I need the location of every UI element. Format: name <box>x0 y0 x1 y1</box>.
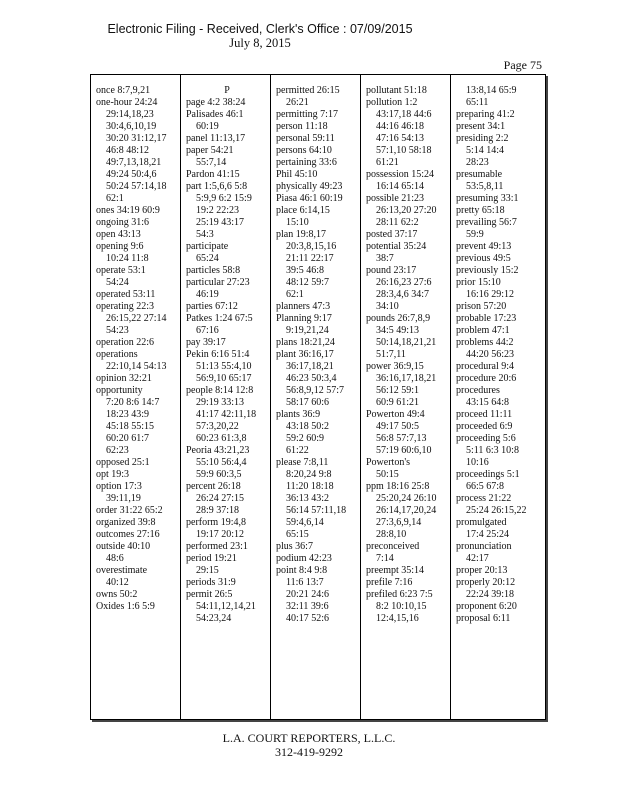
index-entry: operate 53:1 <box>96 265 146 276</box>
index-entry: parties 67:12 <box>186 301 238 312</box>
index-entry: 5:11 6:3 10:8 <box>466 445 519 456</box>
index-entry: pollutant 51:18 <box>366 85 427 96</box>
index-entry: opening 9:6 <box>96 241 144 252</box>
filing-stamp-text: Electronic Filing - Received, Clerk's Office : 07/09/2015 <box>107 22 413 36</box>
index-entry: 50:14,18,21,21 <box>376 337 437 348</box>
index-entry: problem 47:1 <box>456 325 510 336</box>
index-entry: 38:7 <box>376 253 394 264</box>
index-entry: 36:17,18,21 <box>286 361 334 372</box>
index-entry: podium 42:23 <box>276 553 332 564</box>
index-entry: 51:7,11 <box>376 349 406 360</box>
index-entry: 7:20 8:6 14:7 <box>106 397 160 408</box>
index-entry: outcomes 27:16 <box>96 529 160 540</box>
index-entry: participate <box>186 241 229 252</box>
index-entry: 62:23 <box>106 445 129 456</box>
index-entry: proper 20:13 <box>456 565 508 576</box>
index-entry: permitted 26:15 <box>276 85 340 96</box>
index-entry: 40:12 <box>106 577 129 588</box>
index-entry: Palisades 46:1 <box>186 109 244 120</box>
index-entry: 29:19 33:13 <box>196 397 245 408</box>
index-entry: plant 36:16,17 <box>276 349 334 360</box>
index-entry: prior 15:10 <box>456 277 501 288</box>
index-entry: 28:3,4,6 34:7 <box>376 289 430 300</box>
index-entry: 56:9,10 65:17 <box>196 373 252 384</box>
index-entry: pound 23:17 <box>366 265 417 276</box>
index-entry: operations <box>96 349 138 360</box>
index-entry: 67:16 <box>196 325 219 336</box>
index-entry: 30:4,6,10,19 <box>106 121 157 132</box>
index-entry: opportunity <box>96 385 143 396</box>
index-entry: proposal 6:11 <box>456 613 511 624</box>
index-entry: 18:23 43:9 <box>106 409 150 420</box>
index-entry: 26:15,22 27:14 <box>106 313 167 324</box>
index-entry: 59:9 <box>466 229 484 240</box>
index-entry: Phil 45:10 <box>276 169 318 180</box>
index-entry: 60:23 61:3,8 <box>196 433 247 444</box>
index-entry: perform 19:4,8 <box>186 517 246 528</box>
index-entry: proponent 6:20 <box>456 601 517 612</box>
index-entry: opt 19:3 <box>96 469 130 480</box>
index-entry: 57:19 60:6,10 <box>376 445 432 456</box>
index-entry: presiding 2:2 <box>456 133 509 144</box>
index-entry: 43:15 64:8 <box>466 397 510 408</box>
index-entry: 25:24 26:15,22 <box>466 505 527 516</box>
index-entry: process 21:22 <box>456 493 512 504</box>
index-column-1 <box>91 75 181 719</box>
index-entry: 26:13,20 27:20 <box>376 205 437 216</box>
index-entry: 12:4,15,16 <box>376 613 419 624</box>
index-entry: planners 47:3 <box>276 301 331 312</box>
index-entry: P <box>224 85 230 96</box>
index-entry: 20:21 24:6 <box>286 589 330 600</box>
index-entry: proceeded 6:9 <box>456 421 513 432</box>
index-entry: presuming 33:1 <box>456 193 519 204</box>
index-entry: Powerton's <box>366 457 411 468</box>
index-entry: 32:11 39:6 <box>286 601 329 612</box>
index-entry: probable 17:23 <box>456 313 517 324</box>
index-entry: proceed 11:11 <box>456 409 513 420</box>
index-entry: 62:1 <box>106 193 124 204</box>
index-entry: 65:11 <box>466 97 489 108</box>
index-entry: persons 64:10 <box>276 145 332 156</box>
index-entry: 17:4 25:24 <box>466 529 510 540</box>
index-entry: 10:24 11:8 <box>106 253 149 264</box>
index-entry: 26:16,23 27:6 <box>376 277 432 288</box>
index-entry: Pekin 6:16 51:4 <box>186 349 250 360</box>
index-entry: previous 49:5 <box>456 253 511 264</box>
index-entry: procedures <box>456 385 500 396</box>
index-entry: 43:18 50:2 <box>286 421 330 432</box>
index-entry: preconceived <box>366 541 420 552</box>
index-entry: 5:14 14:4 <box>466 145 505 156</box>
index-entry: 57:1,10 58:18 <box>376 145 432 156</box>
index-entry: proceedings 5:1 <box>456 469 520 480</box>
index-entry: 54:23 <box>106 325 129 336</box>
index-entry: page 4:2 38:24 <box>186 97 246 108</box>
index-entry: plants 36:9 <box>276 409 321 420</box>
index-entry: performed 23:1 <box>186 541 248 552</box>
index-entry: 56:12 59:1 <box>376 385 420 396</box>
index-column-3 <box>271 75 361 719</box>
index-entry: 28:8,10 <box>376 529 407 540</box>
index-entry: 5:9,9 6:2 15:9 <box>196 193 252 204</box>
index-entry: 28:9 37:18 <box>196 505 240 516</box>
index-entry: 15:10 <box>286 217 309 228</box>
index-entry: 42:17 <box>466 553 489 564</box>
index-entry: Patkes 1:24 67:5 <box>186 313 253 324</box>
index-entry: prison 57:20 <box>456 301 507 312</box>
court-reporter-phone: 312-419-9292 <box>275 745 343 759</box>
index-entry: 48:6 <box>106 553 124 564</box>
index-entry: 10:16 <box>466 457 489 468</box>
index-entry: 46:8 48:12 <box>106 145 150 156</box>
index-entry: 61:21 <box>376 157 399 168</box>
index-entry: pollution 1:2 <box>366 97 418 108</box>
index-entry: 51:13 55:4,10 <box>196 361 252 372</box>
index-entry: pertaining 33:6 <box>276 157 337 168</box>
index-entry: person 11:18 <box>276 121 328 132</box>
index-entry: 22:24 39:18 <box>466 589 515 600</box>
index-entry: posted 37:17 <box>366 229 418 240</box>
index-entry: 60:9 61:21 <box>376 397 420 408</box>
index-entry: prefile 7:16 <box>366 577 413 588</box>
index-entry: 65:24 <box>196 253 219 264</box>
index-entry: previously 15:2 <box>456 265 519 276</box>
index-entry: 50:24 57:14,18 <box>106 181 167 192</box>
index-entry: particles 58:8 <box>186 265 241 276</box>
index-entry: 19:2 22:23 <box>196 205 240 216</box>
index-entry: Planning 9:17 <box>276 313 332 324</box>
index-entry: pretty 65:18 <box>456 205 505 216</box>
index-entry: 11:6 13:7 <box>286 577 324 588</box>
page-number: Page 75 <box>503 58 542 72</box>
index-entry: prevailing 56:7 <box>456 217 517 228</box>
index-entry: 50:15 <box>376 469 399 480</box>
index-table <box>90 74 546 720</box>
transcript-date: July 8, 2015 <box>229 36 291 50</box>
index-entry: 27:3,6,9,14 <box>376 517 422 528</box>
index-entry: 66:5 67:8 <box>466 481 505 492</box>
index-entry: 46:23 50:3,4 <box>286 373 337 384</box>
index-column-2 <box>181 75 271 719</box>
index-entry: plan 19:8,17 <box>276 229 326 240</box>
index-entry: 61:22 <box>286 445 309 456</box>
filing-stamp <box>0 22 520 50</box>
index-entry: 60:20 61:7 <box>106 433 150 444</box>
index-entry: permit 26:5 <box>186 589 233 600</box>
index-entry: 44:20 56:23 <box>466 349 515 360</box>
index-column-5 <box>451 75 545 719</box>
index-entry: personal 59:11 <box>276 133 335 144</box>
index-entry: promulgated <box>456 517 507 528</box>
index-entry: Oxides 1:6 5:9 <box>96 601 155 612</box>
index-entry: 45:18 55:15 <box>106 421 155 432</box>
index-entry: 34:10 <box>376 301 399 312</box>
index-entry: 22:10,14 54:13 <box>106 361 167 372</box>
index-entry: 59:4,6,14 <box>286 517 324 528</box>
index-entry: 56:8,9,12 57:7 <box>286 385 345 396</box>
index-entry: outside 40:10 <box>96 541 151 552</box>
index-entry: pronunciation <box>456 541 512 552</box>
index-entry: possible 21:23 <box>366 193 425 204</box>
index-entry: 59:2 60:9 <box>286 433 325 444</box>
index-entry: please 7:8,11 <box>276 457 329 468</box>
index-entry: 28:11 62:2 <box>376 217 419 228</box>
index-entry: 40:17 52:6 <box>286 613 330 624</box>
index-entry: 39:11,19 <box>106 493 141 504</box>
index-entry: 39:5 46:8 <box>286 265 325 276</box>
index-entry: periods 31:9 <box>186 577 236 588</box>
index-entry: 21:11 22:17 <box>286 253 334 264</box>
index-entry: present 34:1 <box>456 121 506 132</box>
index-entry: ppm 18:16 25:8 <box>366 481 430 492</box>
index-column-4 <box>361 75 451 719</box>
index-entry: preparing 41:2 <box>456 109 515 120</box>
index-entry: pounds 26:7,8,9 <box>366 313 431 324</box>
index-entry: permitting 7:17 <box>276 109 338 120</box>
index-entry: 62:1 <box>286 289 304 300</box>
index-entry: 54:3 <box>196 229 214 240</box>
index-entry: order 31:22 65:2 <box>96 505 163 516</box>
index-entry: prefiled 6:23 7:5 <box>366 589 433 600</box>
index-entry: presumable <box>456 169 503 180</box>
index-entry: 25:19 43:17 <box>196 217 245 228</box>
index-entry: prevent 49:13 <box>456 241 512 252</box>
index-entry: 26:21 <box>286 97 309 108</box>
index-entry: 49:24 50:4,6 <box>106 169 157 180</box>
index-entry: possession 15:24 <box>366 169 435 180</box>
index-entry: 57:3,20,22 <box>196 421 239 432</box>
index-entry: 13:8,14 65:9 <box>466 85 517 96</box>
index-entry: point 8:4 9:8 <box>276 565 328 576</box>
index-entry: 58:17 60:6 <box>286 397 330 408</box>
index-entry: plus 36:7 <box>276 541 313 552</box>
index-entry: open 43:13 <box>96 229 141 240</box>
index-entry: owns 50:2 <box>96 589 138 600</box>
index-entry: physically 49:23 <box>276 181 343 192</box>
index-entry: 16:16 29:12 <box>466 289 515 300</box>
footer <box>0 731 618 759</box>
index-entry: plans 18:21,24 <box>276 337 335 348</box>
index-entry: panel 11:13,17 <box>186 133 246 144</box>
index-entry: 11:20 18:18 <box>286 481 334 492</box>
index-entry: once 8:7,9,21 <box>96 85 151 96</box>
index-entry: power 36:9,15 <box>366 361 424 372</box>
index-entry: proceeding 5:6 <box>456 433 516 444</box>
index-entry: overestimate <box>96 565 148 576</box>
index-entry: ones 34:19 60:9 <box>96 205 160 216</box>
index-entry: 65:15 <box>286 529 309 540</box>
index-entry: 54:11,12,14,21 <box>196 601 256 612</box>
index-entry: properly 20:12 <box>456 577 516 588</box>
index-entry: opposed 25:1 <box>96 457 150 468</box>
index-entry: 53:5,8,11 <box>466 181 504 192</box>
index-entry: Peoria 43:21,23 <box>186 445 250 456</box>
index-entry: 19:17 20:12 <box>196 529 245 540</box>
index-entry: organized 39:8 <box>96 517 156 528</box>
index-entry: 49:7,13,18,21 <box>106 157 162 168</box>
index-entry: 20:3,8,15,16 <box>286 241 337 252</box>
index-entry: opinion 32:21 <box>96 373 152 384</box>
index-entry: potential 35:24 <box>366 241 427 252</box>
index-entry: percent 26:18 <box>186 481 241 492</box>
index-entry: part 1:5,6,6 5:8 <box>186 181 248 192</box>
index-entry: 54:23,24 <box>196 613 232 624</box>
index-entry: operated 53:11 <box>96 289 156 300</box>
index-entry: 48:12 59:7 <box>286 277 330 288</box>
index-entry: 36:16,17,18,21 <box>376 373 437 384</box>
index-entry: 25:20,24 26:10 <box>376 493 437 504</box>
index-entry: 59:9 60:3,5 <box>196 469 242 480</box>
index-entry: one-hour 24:24 <box>96 97 158 108</box>
index-entry: Piasa 46:1 60:19 <box>276 193 343 204</box>
index-entry: 8:20,24 9:8 <box>286 469 332 480</box>
index-entry: 29:15 <box>196 565 219 576</box>
index-entry: 28:23 <box>466 157 489 168</box>
index-entry: operating 22:3 <box>96 301 155 312</box>
index-entry: Powerton 49:4 <box>366 409 425 420</box>
index-entry: 41:17 42:11,18 <box>196 409 257 420</box>
index-entry: problems 44:2 <box>456 337 514 348</box>
index-entry: 60:19 <box>196 121 219 132</box>
index-entry: 56:8 57:7,13 <box>376 433 427 444</box>
index-entry: 55:7,14 <box>196 157 227 168</box>
index-entry: 30:20 31:12,17 <box>106 133 167 144</box>
index-entry: ongoing 31:6 <box>96 217 150 228</box>
index-entry: place 6:14,15 <box>276 205 330 216</box>
index-entry: 49:17 50:5 <box>376 421 420 432</box>
index-entry: operation 22:6 <box>96 337 155 348</box>
index-entry: 54:24 <box>106 277 129 288</box>
index-entry: 44:16 46:18 <box>376 121 425 132</box>
index-entry: procedure 20:6 <box>456 373 517 384</box>
index-entry: Pardon 41:15 <box>186 169 240 180</box>
index-entry: 47:16 54:13 <box>376 133 425 144</box>
index-entry: period 19:21 <box>186 553 237 564</box>
index-entry: 26:24 27:15 <box>196 493 245 504</box>
index-entry: people 8:14 12:8 <box>186 385 254 396</box>
index-entry: 55:10 56:4,4 <box>196 457 247 468</box>
index-entry: 46:19 <box>196 289 219 300</box>
index-entry: procedural 9:4 <box>456 361 515 372</box>
index-entry: particular 27:23 <box>186 277 250 288</box>
index-entry: 56:14 57:11,18 <box>286 505 347 516</box>
index-entry: 9:19,21,24 <box>286 325 329 336</box>
index-entry: 16:14 65:14 <box>376 181 425 192</box>
index-entry: 7:14 <box>376 553 394 564</box>
index-entry: 29:14,18,23 <box>106 109 154 120</box>
index-entry: 43:17,18 44:6 <box>376 109 432 120</box>
index-entry: pay 39:17 <box>186 337 226 348</box>
index-entry: option 17:3 <box>96 481 142 492</box>
index-entry: 36:13 43:2 <box>286 493 330 504</box>
index-entry: 34:5 49:13 <box>376 325 420 336</box>
index-entry: 8:2 10:10,15 <box>376 601 427 612</box>
court-reporter-name: L.A. COURT REPORTERS, L.L.C. <box>222 731 396 745</box>
index-entry: preempt 35:14 <box>366 565 425 576</box>
index-entry: paper 54:21 <box>186 145 234 156</box>
index-entry: 26:14,17,20,24 <box>376 505 437 516</box>
